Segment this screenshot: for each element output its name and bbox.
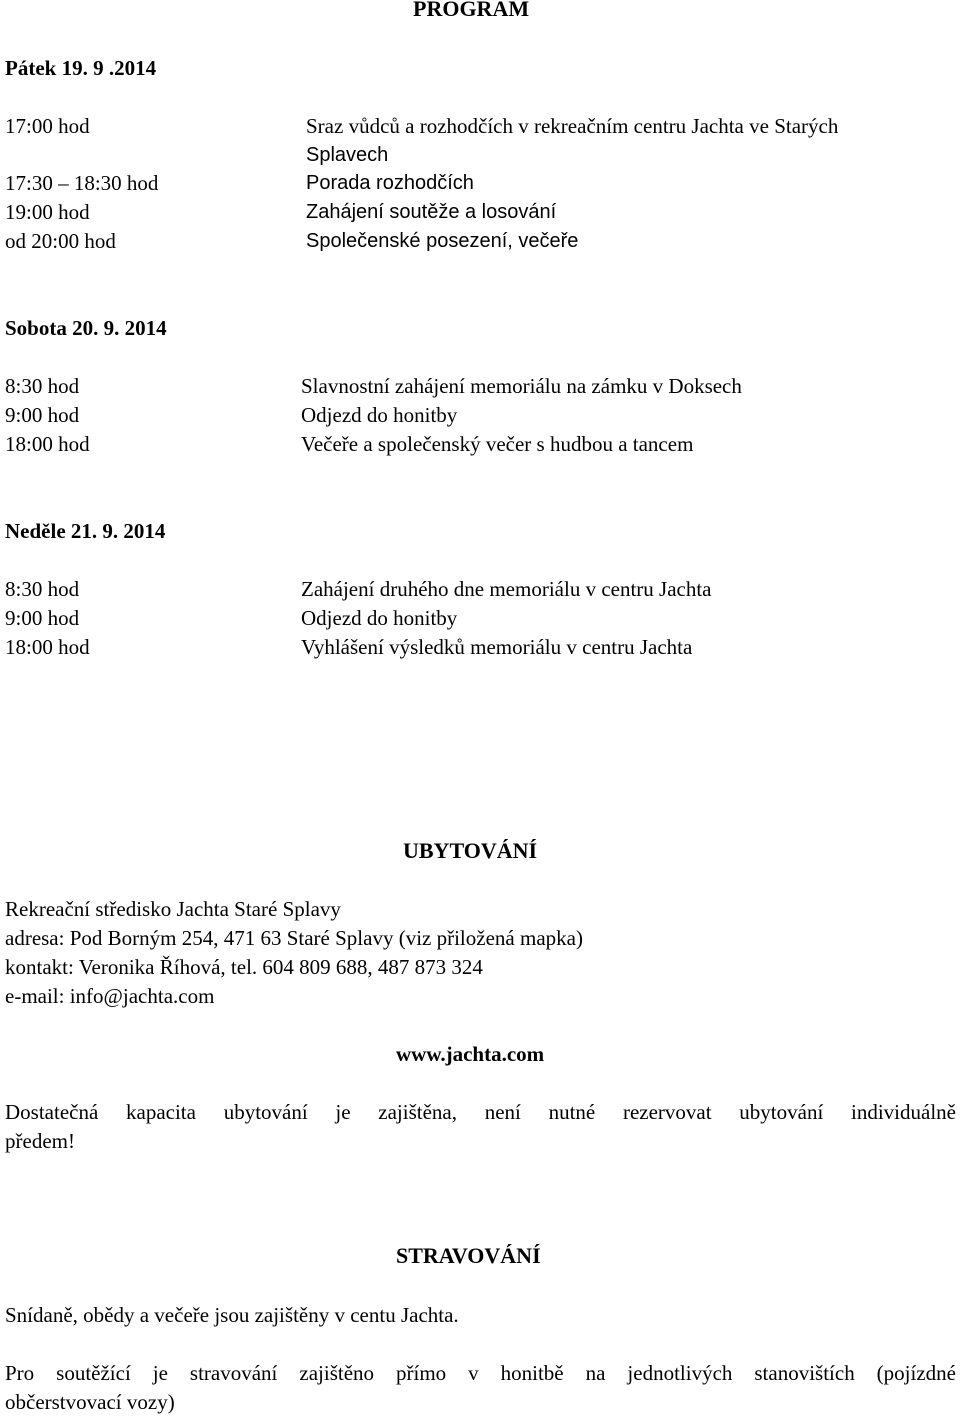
program-title: PROGRAM — [413, 0, 530, 21]
friday-event-4: Společenské posezení, večeře — [306, 230, 579, 252]
friday-time-4: od 20:00 hod — [5, 229, 116, 253]
sunday-event-1: Zahájení druhého dne memoriálu v centru Jachta — [301, 577, 712, 601]
friday-date: Pátek 19. 9 .2014 — [5, 56, 157, 80]
friday-time-3: 19:00 hod — [5, 200, 90, 224]
accommodation-line-3: kontakt: Veronika Říhová, tel. 604 809 688, 487 873 324 — [5, 955, 483, 979]
accommodation-website: www.jachta.com — [396, 1042, 545, 1066]
sunday-date: Neděle 21. 9. 2014 — [5, 519, 166, 543]
sunday-time-1: 8:30 hod — [5, 577, 80, 601]
catering-line-2a: Pro soutěžící je stravování zajištěno přímo v honitbě na jednotlivých stanovištích (pojízdné — [5, 1361, 956, 1385]
accommodation-note-line-2: předem! — [5, 1129, 75, 1153]
catering-title: STRAVOVÁNÍ — [396, 1243, 541, 1268]
friday-event-1: Sraz vůdců a rozhodčích v rekreačním centru Jachta ve Starých — [306, 114, 839, 138]
sunday-time-3: 18:00 hod — [5, 635, 90, 659]
accommodation-title: UBYTOVÁNÍ — [403, 838, 538, 863]
sunday-event-3: Vyhlášení výsledků memoriálu v centru Jachta — [301, 635, 693, 659]
saturday-time-1: 8:30 hod — [5, 374, 80, 398]
friday-event-3: Zahájení soutěže a losování — [306, 201, 557, 223]
friday-time-1: 17:00 hod — [5, 114, 90, 138]
saturday-time-3: 18:00 hod — [5, 432, 90, 456]
sunday-time-2: 9:00 hod — [5, 606, 80, 630]
saturday-date: Sobota 20. 9. 2014 — [5, 316, 167, 340]
accommodation-line-1: Rekreační středisko Jachta Staré Splavy — [5, 897, 341, 921]
catering-line-2b: občerstvovací vozy) — [5, 1390, 175, 1414]
saturday-event-1: Slavnostní zahájení memoriálu na zámku v Doksech — [301, 374, 742, 398]
catering-line-1: Snídaně, obědy a večeře jsou zajištěny v centu Jachta. — [5, 1303, 459, 1327]
saturday-event-2: Odjezd do honitby — [301, 403, 458, 427]
saturday-time-2: 9:00 hod — [5, 403, 80, 427]
friday-event-1-cont: Splavech — [306, 144, 389, 166]
accommodation-line-4: e-mail: info@jachta.com — [5, 984, 215, 1008]
saturday-event-3: Večeře a společenský večer s hudbou a tancem — [301, 432, 694, 456]
accommodation-note-line-1: Dostatečná kapacita ubytování je zajištěna, není nutné rezervovat ubytování individuálně — [5, 1100, 956, 1124]
friday-event-2: Porada rozhodčích — [306, 172, 474, 194]
accommodation-line-2: adresa: Pod Borným 254, 471 63 Staré Splavy (viz přiložená mapka) — [5, 926, 583, 950]
friday-time-2: 17:30 – 18:30 hod — [5, 171, 159, 195]
sunday-event-2: Odjezd do honitby — [301, 606, 458, 630]
